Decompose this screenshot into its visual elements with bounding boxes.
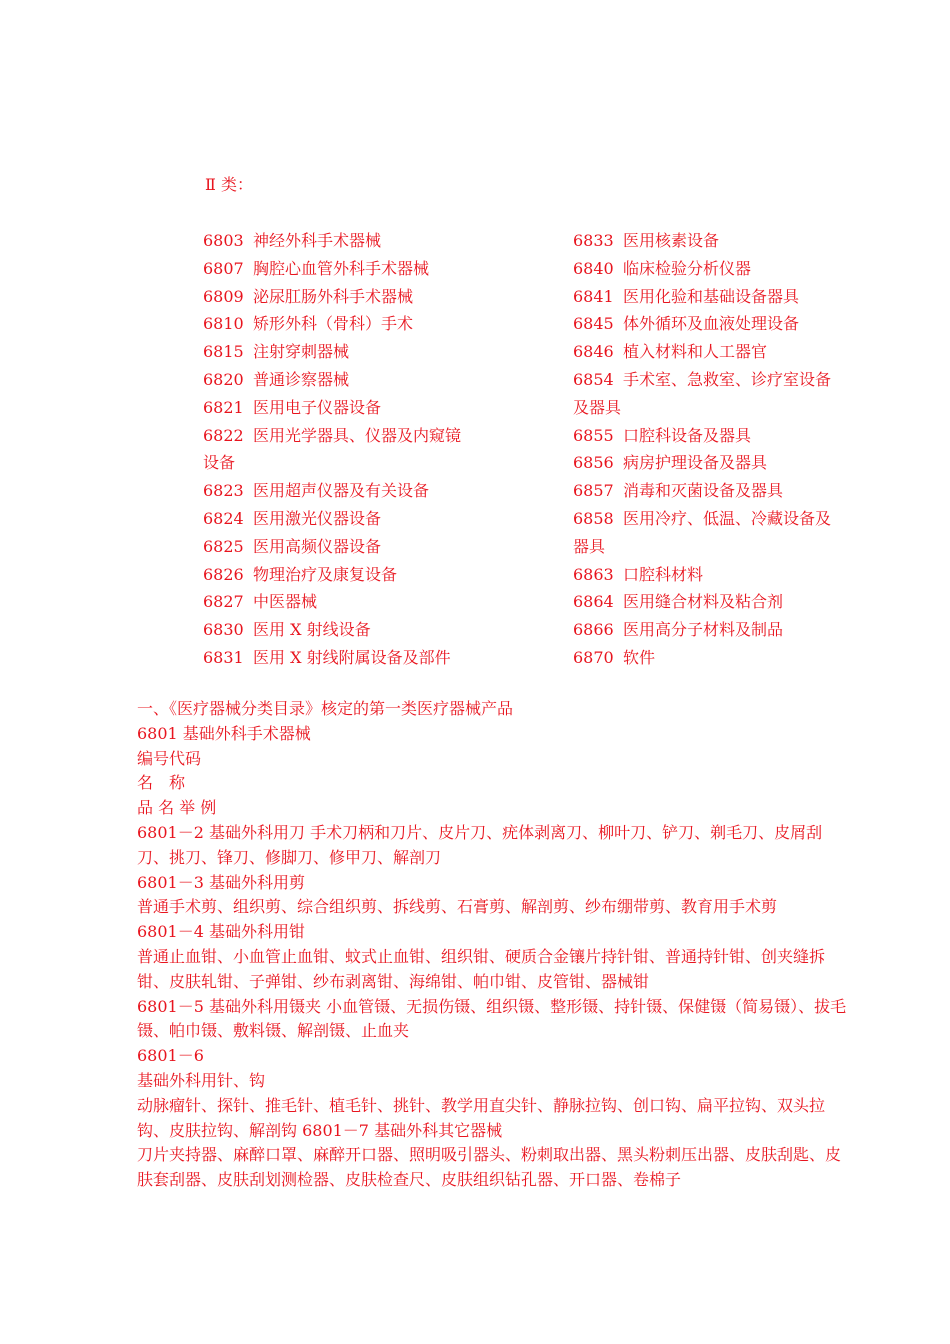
category-code: 6826 [203, 564, 244, 584]
category-code: 6825 [203, 536, 244, 556]
class-ii-heading: Ⅱ 类： [205, 175, 253, 194]
category-code: 6807 [203, 258, 244, 278]
category-name: 医用高分子材料及制品 [623, 620, 784, 640]
category-code: 6845 [573, 314, 614, 334]
category-name: 物理治疗及康复设备 [253, 564, 398, 584]
category-code: 6841 [573, 286, 614, 306]
category-item [573, 283, 863, 311]
category-item [573, 422, 863, 450]
category-name: 病房护理设备及器具 [623, 453, 768, 473]
category-name: 普通诊察器械 [253, 369, 350, 389]
category-code: 6822 [203, 425, 244, 445]
category-item [203, 255, 493, 283]
category-item [203, 422, 493, 450]
category-name: 医用电子仪器设备 [253, 397, 382, 417]
category-item [573, 616, 863, 644]
body-paragraph: 编号代码 [137, 748, 202, 768]
category-item [203, 338, 493, 366]
category-code: 6830 [203, 620, 244, 640]
category-name: 中医器械 [253, 592, 318, 612]
category-name: 口腔科材料 [623, 564, 704, 584]
category-code: 6864 [573, 592, 614, 612]
category-name: 医用 X 射线设备 [253, 620, 371, 640]
body-paragraph: 6801－4 基础外科用钳 [137, 922, 305, 942]
body-paragraph: 普通止血钳、小血管止血钳、蚊式止血钳、组织钳、硬质合金镶片持针钳、普通持针钳、创夹缝拆钳、皮肤轧钳、子弹钳、纱布剥离钳、海绵钳、帕巾钳、皮管钳、器械钳 [137, 946, 826, 991]
category-name: 消毒和灭菌设备及器具 [623, 481, 784, 501]
category-item [573, 255, 863, 283]
category-code: 6821 [203, 397, 244, 417]
category-name: 医用光学器具、仪器及内窥镜 [253, 425, 462, 445]
right-category-list [573, 227, 863, 672]
category-item [203, 616, 493, 644]
category-item [573, 644, 863, 672]
category-code: 6854 [573, 369, 614, 389]
body-paragraph: 基础外科用针、钩 [137, 1070, 266, 1090]
category-name: 软件 [623, 647, 656, 667]
category-item [203, 477, 493, 505]
category-item [203, 505, 493, 533]
body-paragraph: 名 称 [137, 773, 186, 793]
category-name: 胸腔心血管外科手术器械 [253, 258, 430, 278]
category-name: 医用超声仪器及有关设备 [253, 481, 430, 501]
category-name: 神经外科手术器械 [253, 231, 382, 250]
category-name-continuation: 器具 [573, 536, 606, 556]
category-code: 6840 [573, 258, 614, 278]
body-paragraph: 一、《医疗器械分类目录》核定的第一类医疗器械产品 [137, 699, 514, 718]
category-item [573, 227, 863, 255]
category-name: 医用缝合材料及粘合剂 [623, 592, 784, 612]
category-item [573, 310, 863, 338]
category-code: 6827 [203, 592, 244, 612]
category-code: 6866 [573, 620, 614, 640]
category-code: 6846 [573, 342, 614, 362]
category-code: 6823 [203, 481, 244, 501]
category-item [203, 227, 493, 255]
category-code: 6831 [203, 647, 244, 667]
body-paragraph: 刀片夹持器、麻醉口罩、麻醉开口器、照明吸引器头、粉刺取出器、黑头粉刺压出器、皮肤刮匙、皮肤套刮器、皮肤刮划测检器、皮肤检查尺、皮肤组织钻孔器、开口器、卷棉子 [137, 1145, 842, 1190]
category-item [573, 505, 863, 533]
category-item [573, 477, 863, 505]
body-paragraph: 普通手术剪、组织剪、综合组织剪、拆线剪、石膏剪、解剖剪、纱布绷带剪、教育用手术剪 [137, 897, 778, 917]
category-item [573, 561, 863, 589]
category-name: 植入材料和人工器官 [623, 342, 768, 362]
body-paragraph: 品 名 举 例 [137, 798, 217, 818]
body-paragraph: 6801－5 基础外科用镊夹 小血管镊、无损伤镊、组织镊、整形镊、持针镊、保健镊（简易镊）、拔毛镊、帕巾镊、敷料镊、解剖镊、止血夹 [137, 996, 847, 1041]
body-paragraph: 6801 基础外科手术器械 [137, 723, 311, 743]
category-item [203, 561, 493, 589]
body-paragraph: 6801－6 [137, 1046, 204, 1066]
category-name: 医用核素设备 [623, 231, 720, 250]
category-name: 医用化验和基础设备器具 [623, 286, 800, 306]
left-category-list [203, 227, 493, 672]
category-name-continuation: 及器具 [573, 397, 622, 417]
category-name: 医用冷疗、低温、冷藏设备及 [623, 508, 832, 528]
category-name: 医用激光仪器设备 [253, 508, 382, 528]
category-item [573, 449, 863, 477]
category-name: 注射穿刺器械 [253, 342, 350, 362]
category-code: 6857 [573, 481, 614, 501]
category-code: 6810 [203, 314, 244, 334]
body-paragraph: 6801－3 基础外科用剪 [137, 872, 305, 892]
category-code: 6870 [573, 647, 614, 667]
category-code: 6858 [573, 508, 614, 528]
category-name: 手术室、急救室、诊疗室设备 [623, 369, 832, 389]
category-code: 6803 [203, 231, 244, 250]
category-code: 6856 [573, 453, 614, 473]
category-item [573, 366, 863, 394]
category-code: 6863 [573, 564, 614, 584]
category-name: 泌尿肛肠外科手术器械 [253, 286, 414, 306]
category-item [203, 588, 493, 616]
category-code: 6855 [573, 425, 614, 445]
category-item [203, 283, 493, 311]
category-name: 口腔科设备及器具 [623, 425, 752, 445]
category-name: 医用高频仪器设备 [253, 536, 382, 556]
category-name: 临床检验分析仪器 [623, 258, 752, 278]
body-paragraph: 动脉瘤针、探针、推毛针、植毛针、挑针、教学用直尖针、静脉拉钩、创口钩、扁平拉钩、双头拉钩、皮肤拉钩、解剖钩 6801－7 基础外科其它器械 [137, 1095, 826, 1140]
body-paragraph: 6801－2 基础外科用刀 手术刀柄和刀片、皮片刀、疣体剥离刀、柳叶刀、铲刀、剃毛刀、皮屑刮刀、挑刀、锋刀、修脚刀、修甲刀、解剖刀 [137, 822, 823, 867]
catalog-body-text [137, 697, 852, 1193]
category-name-continuation: 设备 [203, 453, 236, 473]
category-code: 6809 [203, 286, 244, 306]
category-item [203, 366, 493, 394]
category-name: 矫形外科（骨科）手术 [253, 314, 414, 334]
category-item [203, 533, 493, 561]
category-code: 6815 [203, 342, 244, 362]
category-item [203, 310, 493, 338]
category-item [573, 588, 863, 616]
category-name: 医用 X 射线附属设备及部件 [253, 647, 451, 667]
category-code: 6820 [203, 369, 244, 389]
category-code: 6824 [203, 508, 244, 528]
category-item [203, 394, 493, 422]
category-item [203, 644, 493, 672]
category-code: 6833 [573, 231, 614, 250]
category-name: 体外循环及血液处理设备 [623, 314, 800, 334]
category-item [573, 338, 863, 366]
